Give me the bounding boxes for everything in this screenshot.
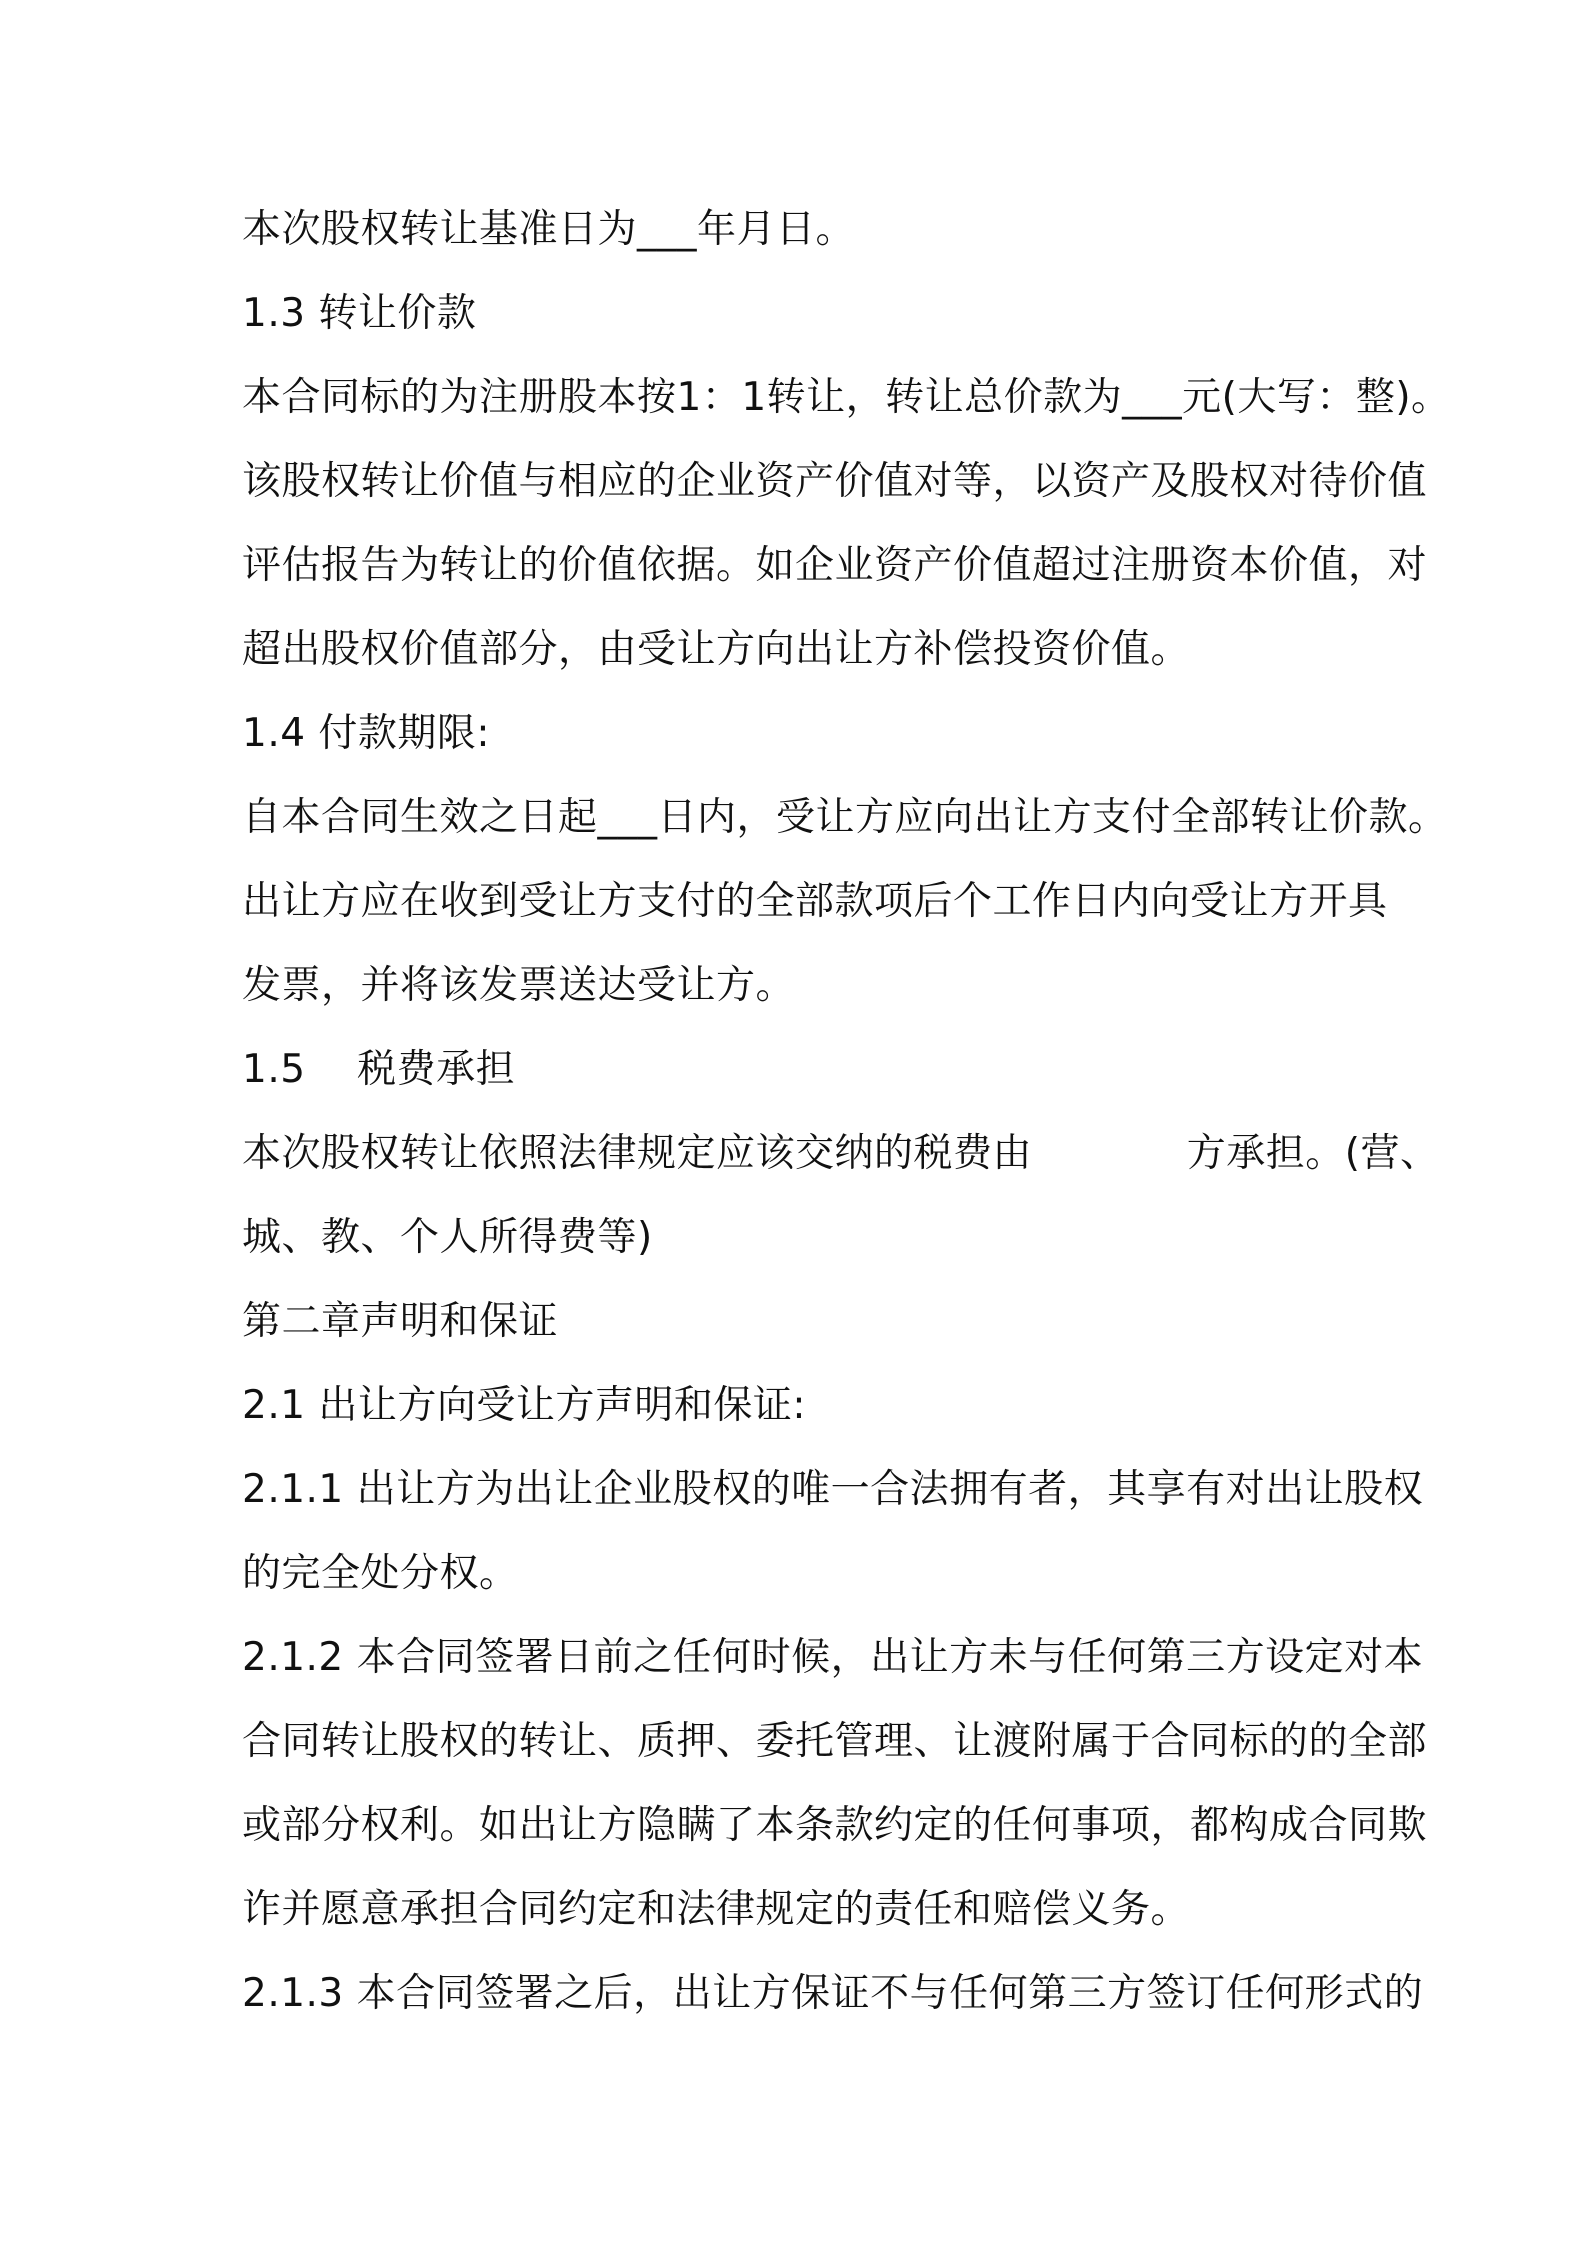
- text-line: 发票，并将该发票送达受让方。: [242, 963, 796, 1008]
- text-line: 评估报告为转让的价值依据。如企业资产价值超过注册资本价值，对: [242, 543, 1428, 588]
- chapter-heading: 第二章声明和保证: [242, 1299, 559, 1344]
- section-heading: 2.1 出让方向受让方声明和保证:: [242, 1383, 807, 1428]
- text-line: 该股权转让价值与相应的企业资产价值对等，以资产及股权对待价值: [242, 459, 1428, 504]
- section-heading: 1.5 税费承担: [242, 1047, 516, 1092]
- text-line: 诈并愿意承担合同约定和法律规定的责任和赔偿义务。: [242, 1887, 1191, 1932]
- text-line: 2.1.2 本合同签署日前之任何时候，出让方未与任何第三方设定对本: [242, 1635, 1424, 1680]
- text-line: 出让方应在收到受让方支付的全部款项后个工作日内向受让方开具: [242, 879, 1388, 924]
- text-line: 自本合同生效之日起___日内，受让方应向出让方支付全部转让价款。: [242, 795, 1448, 840]
- text-line: 超出股权价值部分，由受让方向出让方补偿投资价值。: [242, 627, 1191, 672]
- text-line: 本次股权转让依照法律规定应该交纳的税费由 方承担。(营、: [242, 1131, 1440, 1176]
- text-line: 的完全处分权。: [242, 1551, 519, 1596]
- section-heading: 1.4 付款期限:: [242, 711, 491, 756]
- text-line: 或部分权利。如出让方隐瞒了本条款约定的任何事项，都构成合同欺: [242, 1803, 1428, 1848]
- text-line: 城、教、个人所得费等): [242, 1215, 653, 1260]
- text-line: 本合同标的为注册股本按1：1转让，转让总价款为___元(大写：整)。: [242, 375, 1451, 420]
- text-line: 合同转让股权的转让、质押、委托管理、让渡附属于合同标的的全部: [242, 1719, 1428, 1764]
- text-line: 2.1.1 出让方为出让企业股权的唯一合法拥有者，其享有对出让股权: [242, 1467, 1424, 1512]
- text-line: 2.1.3 本合同签署之后，出让方保证不与任何第三方签订任何形式的: [242, 1971, 1424, 2016]
- text-line: 本次股权转让基准日为___年月日。: [242, 207, 856, 252]
- section-heading: 1.3 转让价款: [242, 291, 477, 336]
